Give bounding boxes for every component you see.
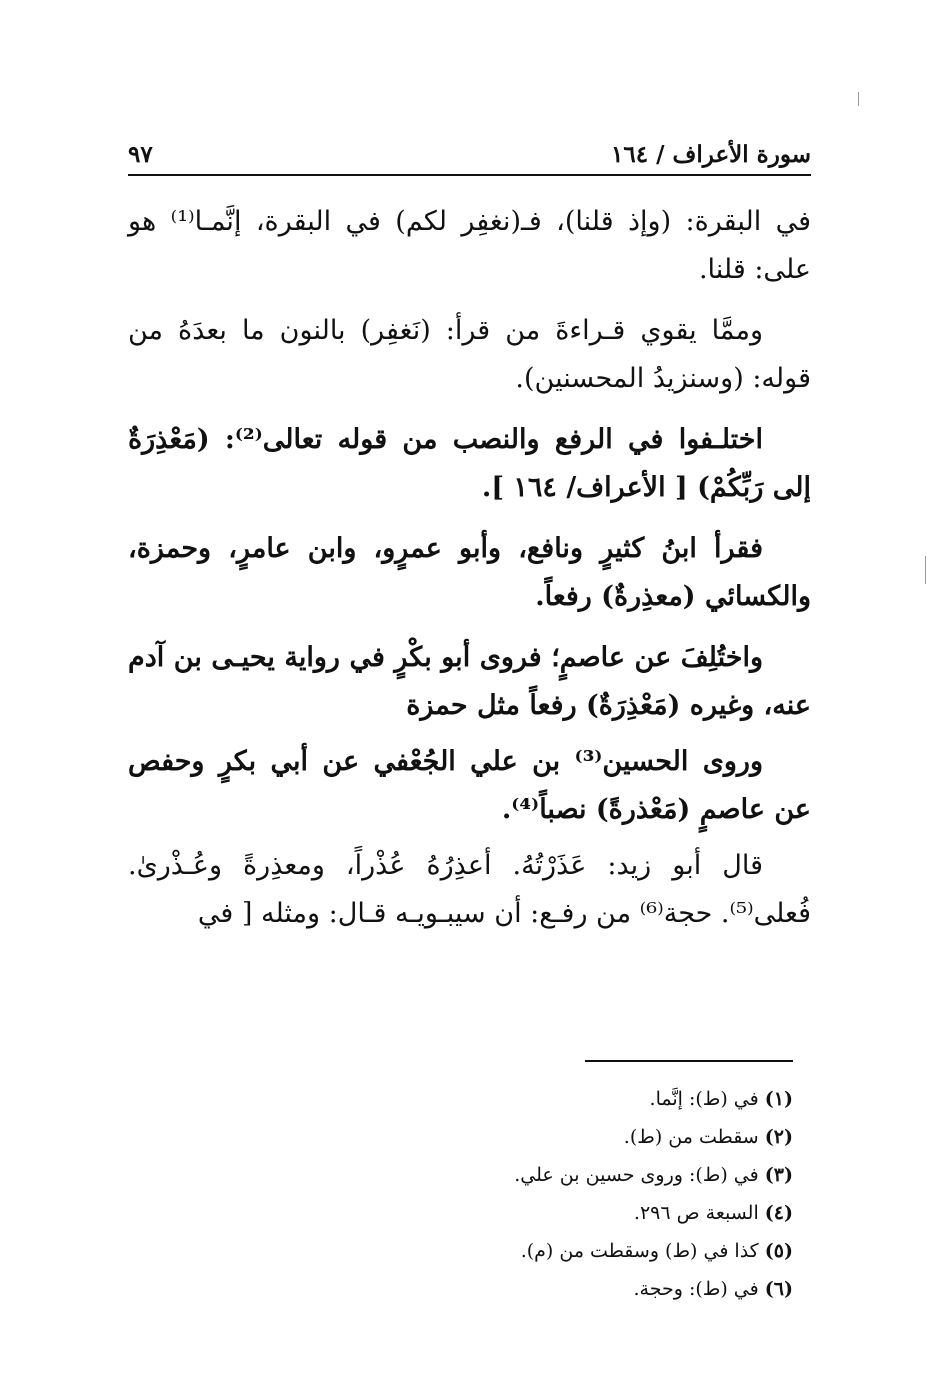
footnote-2 [380, 1118, 793, 1156]
paragraph-7: قال أبو زيد: عَذَرْتُهُ. أعذِرُهُ عُذْراً، ومعذِرةً وعُـذْرىٰ. فُعلى⁽⁵⁾. حجة⁽⁶⁾ من رفـع: أن سيبـويـه قـال: ومثله [ في [128, 850, 811, 929]
footnote-number: (٦) [764, 1278, 793, 1300]
main-text [128, 198, 811, 951]
running-title: سورة الأعراف / ١٦٤ [611, 141, 811, 168]
header-rule [128, 174, 811, 176]
footnote-1 [380, 1080, 793, 1118]
scan-margin-mark [925, 556, 926, 584]
footnote-number: (١) [764, 1088, 793, 1110]
paragraph-1: في البقرة: (وإذ قلنا)، فـ(نغفِر لكم) في البقرة، إنَّمـا⁽¹⁾ هو على: قلنا. [128, 206, 811, 285]
footnote-number: (٣) [764, 1164, 793, 1186]
scan-margin-mark [858, 92, 859, 106]
footnote-text: في (ط): وروى حسين بن علي. [514, 1164, 759, 1186]
footnote-rule [585, 1060, 793, 1062]
footnote-5 [380, 1232, 793, 1270]
footnote-6 [380, 1270, 793, 1308]
footnote-text: كذا في (ط) وسقطت من (م). [520, 1240, 759, 1262]
page-number: ٩٧ [128, 141, 153, 168]
paragraph-6: وروى الحسين⁽³⁾ بن علي الجُعْفي عن أبي بكرٍ وحفص عن عاصمٍ (مَعْذرةً) نصباً⁽⁴⁾. [128, 746, 811, 825]
footnote-number: (٥) [764, 1240, 793, 1262]
paragraph-4: فقرأ ابنُ كثيرٍ ونافع، وأبو عمرٍو، وابن عامرٍ، وحمزة، والكسائي (معذِرةٌ) رفعاً. [128, 533, 811, 612]
footnotes [380, 1080, 793, 1308]
footnote-text: سقطت من (ط). [623, 1126, 759, 1148]
footnote-text: في (ط): إنَّما. [649, 1088, 759, 1110]
footnote-number: (٢) [764, 1126, 793, 1148]
footnote-4 [380, 1194, 793, 1232]
footnote-text: في (ط): وحجة. [633, 1278, 759, 1300]
paragraph-3: اختلـفوا في الرفع والنصب من قوله تعالى⁽²⁾: (مَعْذِرَةٌ إلى رَبِّكُمْ) [ الأعراف/ ١٦٤ ]. [128, 424, 811, 503]
footnote-3 [380, 1156, 793, 1194]
paragraph-5: واختُلِفَ عن عاصمٍ؛ فروى أبو بكْرٍ في رواية يحيـى بن آدم عنه، وغيره (مَعْذِرَةٌ) رفعاً مثل حمزة [128, 642, 811, 721]
footnote-number: (٤) [764, 1202, 793, 1224]
footnote-text: السبعة ص ٢٩٦. [633, 1202, 759, 1224]
paragraph-2: وممَّا يقوي قـراءةَ من قرأ: (نَغفِر) بالنون ما بعدَهُ من قوله: (وسنزيدُ المحسنين). [128, 315, 811, 394]
page-header [128, 118, 811, 168]
